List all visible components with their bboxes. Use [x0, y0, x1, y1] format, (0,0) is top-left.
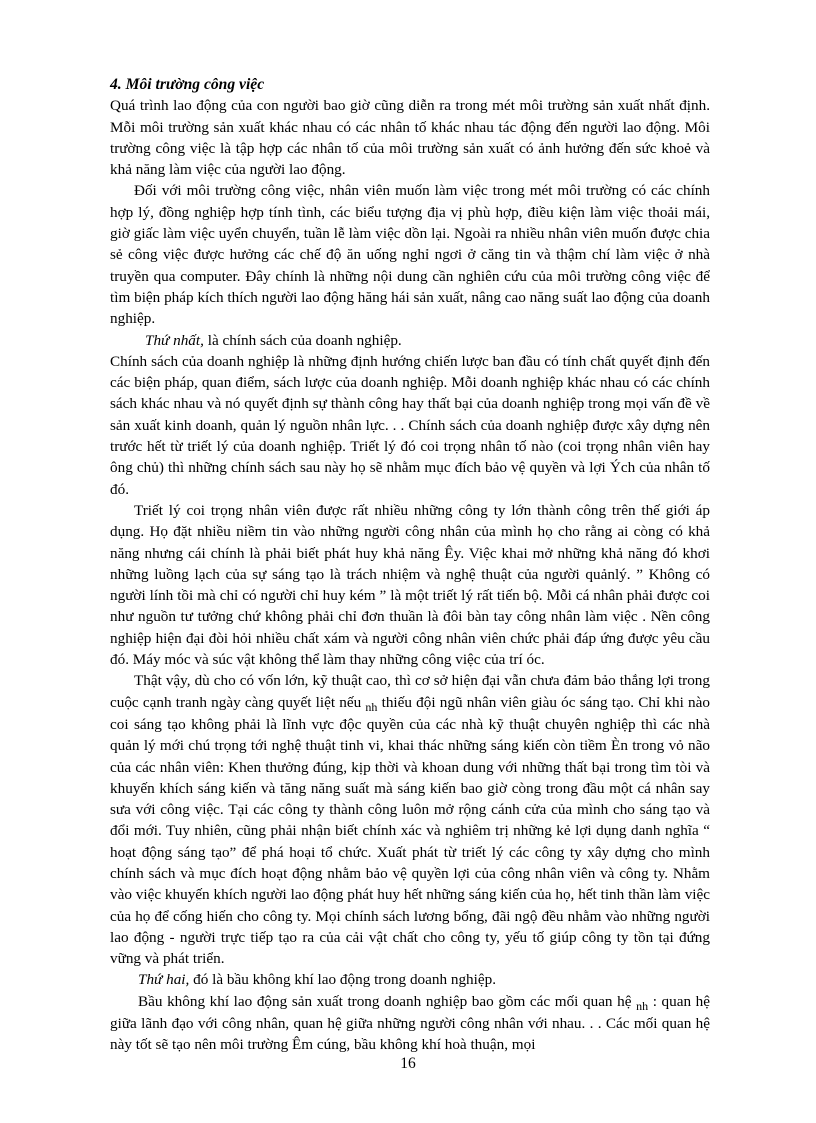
section-heading: 4. Môi trường công việc — [110, 76, 265, 93]
page-body — [110, 74, 710, 1056]
page-number: 16 — [400, 1055, 416, 1072]
atmosphere-text-end: : quan hệ giữa lãnh đạo với công nhân, quan hệ giữa những người công nhân với nhau. . . Các mối quan hệ này tốt sẽ tạo nên môi trường Êm cúng, bầu không khí hoà thuận, mọi — [110, 992, 711, 1054]
paragraph-company-policy: Chính sách của doanh nghiệp là những định hướng chiến lược ban đầu có tính chất quyết định đến các biện pháp, quan điểm, sách lược của doanh nghiệp. Mỗi doanh nghiệp khác nhau có các chính sách khác nhau và nó quyết định sự thành công hay thất bại của doanh nghiệp trong mọi vấn đề về sản xuất kinh doanh, quản lý nguồn nhân lực. . . Chính sách của doanh nghiệp được xây dựng nên trước hết từ triết lý của doanh nghiệp. Triết lý đó coi trọng nhân tố nào (coi trọng nhân viên hay ông chủ) thì những chính sách sau này họ sẽ nhằm mục đích bảo vệ quyền và lợi Ých của nhân tố đó. — [110, 352, 710, 498]
second-point-text: đó là bầu không khí lao động trong doanh nghiệp. — [189, 971, 496, 989]
paragraph-employee-philosophy: Triết lý coi trọng nhân viên được rất nhiều những công ty lớn thành công trên thế giới áp dụng. Họ đặt nhiều niềm tin vào những người công nhân của mình họ cho rằng ai còng có khả năng nhưng cái chính là phải biết phát huy khả năng Êy. Việc khai mở những khả năng đó khơi những luồng lạch của sự sáng tạo là trách nhiệm và nghệ thuật của người quảnlý. ” Không có người lính tồi mà chỉ có người chỉ huy kém ” là một triết lý rất tiến bộ. Mỗi cá nhân phải được coi như nguồn tư tưởng chứ không phải chỉ đơn thuần là đôi bàn tay công nhân làm việc . Nền công nghiệp hiện đại đòi hỏi nhiều chất xám và người công nhân viên chức phải đáp ứng được yêu cầu đó. Máy móc và súc vật không thể làm thay những công việc của trí óc. — [110, 501, 710, 669]
atmosphere-subscript: nh — [636, 998, 649, 1013]
second-point-lead: Thứ hai, — [138, 971, 190, 989]
first-point-text: là chính sách của doanh nghiệp. — [203, 331, 402, 349]
paragraph-employee-expectations: Đối với môi trường công việc, nhân viên muốn làm việc trong mét môi trường có các chính hợp lý, đồng nghiệp hợp tính tình, các biểu tượng địa vị phù hợp, điều kiện làm việc thoải mái, giờ giấc làm việc uyển chuyển, tuần lễ làm việc dồn lại. Ngoài ra nhiều nhân viên muốn được chia sẻ công việc được hưởng các chế độ ăn uống nghỉ ngơi ở căng tin và thậm chí làm việc ở nhà truyền qua computer. Đây chính là những nội dung cần nghiên cứu của môi trường công việc để tìm biện pháp kích thích người lao động hăng hái sản xuất, nâng cao năng suất lao động của doanh nghiệp. — [110, 182, 710, 328]
paragraph-intro: Quá trình lao động của con người bao giờ cũng diễn ra trong mét môi trường sản xuất nhất định. Mỗi môi trường sản xuất khác nhau có các nhân tố khác nhau tác động đến người lao động. Môi trường công việc là tập hợp các nhân tố của môi trường sản xuất có ảnh hưởng đến sức khoẻ và khả năng làm việc của người lao động. — [110, 97, 710, 179]
creativity-text-start: Thật vậy, dù cho có vốn lớn, kỹ thuật cao, thì cơ sở hiện đại vẫn chưa đảm bảo thắng lợi trong cuộc cạnh tranh ngày càng quyết liệt nếu — [110, 672, 710, 711]
paragraph-creativity — [110, 670, 710, 969]
first-point-lead: Thứ nhất, — [145, 331, 204, 349]
paragraph-work-atmosphere — [110, 991, 710, 1056]
atmosphere-text-start: Bầu không khí lao động sản xuất trong doanh nghiệp bao gồm các mối quan hệ — [138, 992, 637, 1010]
creativity-text-end: thiếu đội ngũ nhân viên giàu óc sáng tạo. Chỉ khi nào coi sáng tạo không phải là lĩnh vực độc quyền của các nhà kỹ thuật chuyên nghiệp thì các nhà quản lý mới chú trọng tới nghệ thuật tinh vi, khai thác những sáng kiến còn tiềm Èn trong vỏ não của các nhân viên: Khen thưởng đúng, kịp thời và khoan dung với những thất bại trong tìm tòi và khuyến khích sáng kiến và tăng năng suất mà sáng kiến bao giờ còng trong đầu một cá nhân say sưa với công việc. Tại các công ty thành công luôn mở rộng cánh cửa của mình cho sáng tạo và đổi mới. Tuy nhiên, cũng phải nhận biết chính xác và nghiêm trị những kẻ lợi dụng danh nghĩa “ hoạt động sáng tạo” để phá hoại tổ chức. Xuất phát từ triết lý các công ty xây dựng cho mình chính sách và mục đích hoạt động nhằm bảo vệ quyền lợi của công nhân viên và công ty. Nhằm vào việc khuyến khích người lao động phát huy hết những sáng kiến của họ, hết tinh thần làm việc của họ để cống hiến cho công ty. Mọi chính sách lương bổng, đãi ngộ đều nhằm vào những người lao động - người trực tiếp tạo ra của cải vật chất cho công ty, yếu tố giúp công ty tồn tại đứng vững và phát triển. — [110, 693, 710, 968]
paragraph-second-point — [110, 969, 710, 990]
creativity-subscript: nh — [365, 699, 378, 714]
paragraph-first-point — [110, 330, 710, 351]
